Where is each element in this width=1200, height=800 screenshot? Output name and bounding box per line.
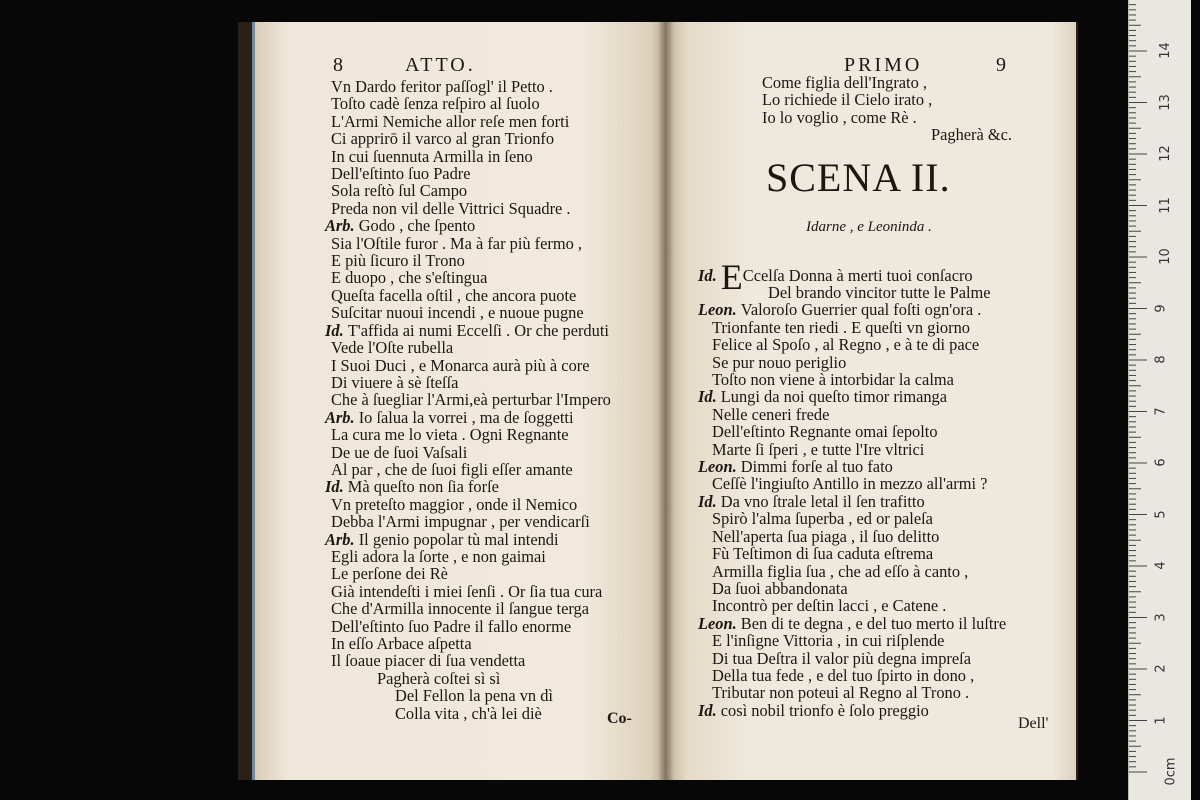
verse-row	[762, 91, 1012, 108]
verse-line: Che d'Armilla innocente il ſangue terga	[331, 599, 589, 619]
verse-row	[698, 301, 1006, 318]
verse-row	[698, 336, 1006, 353]
verse-line: In eſſo Arbace aſpetta	[331, 634, 472, 653]
ruler-number: 12	[1157, 145, 1173, 162]
verse-line: In cui ſuennuta Armilla in ſeno	[331, 146, 533, 166]
verse-line: Debba l'Armi impugnar , per vendicarſi	[331, 512, 590, 532]
verse-row	[762, 126, 1012, 143]
verse-line: Godo , che ſpento	[358, 216, 476, 236]
verse-row	[325, 287, 611, 304]
verse-row	[325, 322, 611, 339]
left-page-number: 8	[333, 54, 346, 76]
verse-row	[325, 217, 611, 234]
ruler-number: 14	[1157, 42, 1173, 59]
verse-line: Già intendeſti i miei ſenſi . Or ſia tua cura	[331, 581, 603, 601]
left-text-block	[325, 78, 611, 722]
verse-row	[698, 702, 1006, 719]
verse-row	[325, 374, 611, 391]
verse-row	[698, 545, 1006, 562]
verse-line: Da vno ſtrale letal il ſen trafitto	[720, 491, 925, 511]
verse-row	[325, 652, 611, 669]
verse-line: Vn preteſto maggior , onde il Nemico	[331, 494, 578, 514]
right-catchword: Dell'	[1018, 715, 1049, 732]
right-text-block	[698, 284, 1006, 719]
verse-row	[698, 388, 1006, 405]
ruler-number: 11	[1157, 196, 1173, 214]
verse-row	[325, 357, 611, 374]
verse-row	[325, 304, 611, 321]
verse-line: Preda non vil delle Vittrici Squadre .	[331, 198, 571, 218]
verse-row	[698, 597, 1006, 614]
speaker-label: Id.	[698, 491, 721, 511]
verse-row	[698, 615, 1006, 632]
verse-row	[698, 354, 1006, 371]
speaker-label: Id.	[698, 387, 721, 407]
verse-row	[325, 165, 611, 182]
verse-line: Che à ſuegliar l'Armi,eà perturbar l'Impero	[331, 390, 611, 410]
verse-row	[325, 531, 611, 548]
verse-line: Vede l'Oſte rubella	[331, 338, 454, 358]
drop-cap: E	[720, 257, 743, 297]
verse-line: Lo richiede il Cielo irato ,	[762, 90, 933, 110]
ruler-number: 8	[1153, 355, 1169, 364]
verse-row	[325, 513, 611, 530]
verse-row	[698, 580, 1006, 597]
verse-row	[325, 670, 611, 687]
verse-line: Nell'aperta ſua piaga , il ſuo delitto	[712, 526, 940, 546]
verse-line: Sia l'Oſtile furor . Ma à far più fermo ,	[331, 233, 583, 253]
verse-row	[325, 95, 611, 112]
verse-line: Toſto non viene à intorbidar la calma	[712, 370, 954, 390]
speaker-label: Leon.	[698, 613, 741, 633]
verse-line: Se pur nouo periglio	[712, 352, 847, 372]
speaker-label: Id.	[698, 266, 717, 285]
verse-row	[325, 635, 611, 652]
verse-line: Fù Teſtimon di ſua caduta eſtrema	[712, 544, 934, 564]
verse-row	[325, 426, 611, 443]
verse-line: Della tua fede , e del tuo ſpirto in dono ,	[712, 665, 975, 685]
book-gutter	[658, 22, 674, 780]
verse-row	[698, 510, 1006, 527]
verse-line: Toſto cadè ſenza reſpiro al ſuolo	[331, 94, 540, 114]
verse-row	[325, 391, 611, 408]
verse-line: Il genio popolar tù mal intendi	[358, 529, 559, 549]
verse-line: Pagherà coſtei sì sì	[377, 668, 501, 688]
verse-line: Dell'eſtinto ſuo Padre il fallo enorme	[331, 616, 572, 636]
verse-line: Spirò l'alma ſuperba , ed or paleſa	[712, 509, 933, 529]
ruler-number: 3	[1153, 612, 1169, 622]
ruler-ticks	[1129, 0, 1191, 800]
verse-row	[698, 458, 1006, 475]
verse-line: Dell'eſtinto Regnante omai ſepolto	[712, 422, 938, 442]
speaker-label: Id.	[698, 700, 721, 720]
left-running-head: ATTO.	[405, 54, 476, 76]
verse-row	[325, 148, 611, 165]
verse-line: Armilla figlia ſua , che ad eſſo à canto ,	[712, 561, 969, 581]
verse-line: Marte ſi ſperi , e tutte l'Ire vltrici	[712, 439, 925, 459]
verse-line: Incontrò per deſtin lacci , e Catene .	[712, 596, 947, 616]
verse-row	[698, 406, 1006, 423]
verse-row	[762, 74, 1012, 91]
verse-row	[698, 284, 1006, 301]
left-catchword: Co-	[607, 710, 632, 727]
verse-row	[325, 269, 611, 286]
verse-row	[325, 600, 611, 617]
verse-row	[698, 371, 1006, 388]
verse-row	[325, 113, 611, 130]
right-page-number: 9	[996, 54, 1009, 76]
verse-row	[325, 200, 611, 217]
ruler-number: 4	[1153, 561, 1169, 570]
verse-line: T'affida ai numi Eccelſi . Or che perduti	[347, 320, 609, 340]
verse-row	[325, 583, 611, 600]
verse-line: E l'inſigne Vittoria , in cui riſplende	[712, 631, 945, 651]
speaker-label: Arb.	[325, 407, 359, 427]
verse-row	[325, 565, 611, 582]
verse-line: I Suoi Duci , e Monarca aurà più à core	[331, 355, 590, 375]
verse-row	[698, 528, 1006, 545]
verse-line: Di viuere à sè ſteſſa	[331, 372, 459, 392]
verse-row	[698, 441, 1006, 458]
verse-row	[325, 548, 611, 565]
verse-row	[698, 667, 1006, 684]
verse-line: Come figlia dell'Ingrato ,	[762, 73, 927, 92]
verse-line: Io lo voglio , come Rè .	[762, 107, 917, 127]
verse-line: Pagherà &c.	[930, 125, 1012, 145]
speaker-label: Arb.	[325, 216, 359, 236]
verse-row	[325, 130, 611, 147]
open-book	[238, 22, 1078, 780]
verse-row	[325, 705, 611, 722]
verse-row	[325, 409, 611, 426]
verse-line: Al par , che de ſuoi figli eſſer amante	[331, 459, 573, 479]
verse-row	[325, 478, 611, 495]
ruler-number: 9	[1153, 303, 1169, 313]
verse-row	[325, 444, 611, 461]
verse-row	[698, 632, 1006, 649]
verse-row	[325, 496, 611, 513]
verse-line: E più ſicuro il Trono	[331, 251, 465, 271]
right-running-head: PRIMO	[844, 54, 923, 76]
ruler-number: 6	[1153, 458, 1169, 467]
verse-line: Suſcitar nuoui incendi , e nuoue pugne	[331, 303, 584, 323]
verse-line: Del Fellon la pena vn dì	[395, 686, 553, 706]
verse-line: Queſta facella oſtil , che ancora puote	[331, 285, 577, 305]
verse-row	[762, 109, 1012, 126]
verse-row	[698, 563, 1006, 580]
verse-row	[698, 684, 1006, 701]
verse-line: Le perſone dei Rè	[331, 564, 448, 584]
verse-line: Ceſſè l'ingiuſto Antillo in mezzo all'armi ?	[712, 474, 988, 494]
ruler-number: 13	[1157, 93, 1173, 111]
right-verse-end	[762, 74, 1012, 144]
verse-line: Da ſuoi abbandonata	[712, 578, 848, 598]
speaker-label: Id.	[325, 477, 348, 497]
left-page	[252, 22, 666, 780]
verse-row	[698, 423, 1006, 440]
verse-row	[325, 618, 611, 635]
ruler-number: 1	[1153, 715, 1169, 725]
verse-line: Dimmi forſe al tuo fato	[740, 457, 893, 477]
verse-row	[698, 650, 1006, 667]
scene-title: SCENA II.	[766, 155, 951, 200]
verse-row	[325, 252, 611, 269]
ruler-number: 2	[1153, 664, 1169, 673]
verse-line: Sola reſtò ſul Campo	[331, 181, 468, 201]
verse-line: Egli adora la ſorte , e non gaimai	[331, 546, 546, 566]
verse-row	[325, 687, 611, 704]
verse-line: Il ſoaue piacer di ſua vendetta	[331, 651, 526, 671]
verse-line: Tributar non poteui al Regno al Trono .	[712, 683, 970, 703]
verse-line: De ue de ſuoi Vaſsali	[331, 442, 468, 462]
verse-line: L'Armi Nemiche allor reſe men forti	[331, 111, 570, 131]
ruler-number: 0cm	[1163, 757, 1179, 786]
verse-line: Ben di te degna , e del tuo merto il luſtre	[740, 613, 1007, 633]
right-page	[666, 22, 1076, 780]
verse-line: Vn Dardo feritor paſſogl' il Petto .	[331, 77, 553, 96]
verse-row	[698, 475, 1006, 492]
verse-line: Dell'eſtinto ſuo Padre	[331, 164, 471, 184]
verse-line: Mà queſto non ſia forſe	[347, 477, 499, 497]
verse-row	[325, 339, 611, 356]
verse-line: Colla vita , ch'à lei diè	[395, 703, 542, 723]
verse-row	[325, 235, 611, 252]
verse-row	[698, 319, 1006, 336]
verse-line: Lungi da noi queſto timor rimanga	[720, 387, 948, 407]
verse-line: Io ſalua la vorrei , ma de ſoggetti	[358, 407, 574, 427]
speaker-label: Arb.	[325, 529, 359, 549]
ruler-number: 7	[1153, 406, 1169, 416]
ruler-number: 5	[1153, 509, 1169, 519]
verse-line: Di tua Deſtra il valor più degna impreſa	[712, 648, 971, 668]
verse-line: Ccelſa Donna à merti tuoi conſacro	[742, 266, 973, 285]
verse-line: Nelle ceneri frede	[712, 404, 830, 424]
speaker-label: Id.	[325, 320, 348, 340]
verse-row	[325, 182, 611, 199]
verse-line: La cura me lo vieta . Ogni Regnante	[331, 425, 569, 445]
speaker-label: Leon.	[698, 300, 741, 320]
verse-line: così nobil trionfo è ſolo preggio	[720, 700, 929, 720]
speaker-label: Leon.	[698, 457, 741, 477]
scene-characters: Idarne , e Leoninda .	[806, 219, 932, 235]
ruler-number: 10	[1157, 248, 1173, 265]
verse-line: Trionfante ten riedi . E queſti vn giorno	[712, 317, 970, 337]
verse-row	[325, 461, 611, 478]
verse-row	[325, 78, 611, 95]
measuring-ruler	[1128, 0, 1191, 800]
verse-line: Valoroſo Guerrier qual foſti ogn'ora .	[740, 300, 982, 320]
verse-row	[698, 493, 1006, 510]
verse-line: Del brando vincitor tutte le Palme	[768, 283, 991, 302]
verse-line: Felice al Spoſo , al Regno , e à te di pace	[712, 335, 980, 355]
verse-line: Ci apprirō il varco al gran Trionfo	[331, 129, 555, 149]
verse-line: E duopo , che s'eſtingua	[331, 268, 488, 288]
